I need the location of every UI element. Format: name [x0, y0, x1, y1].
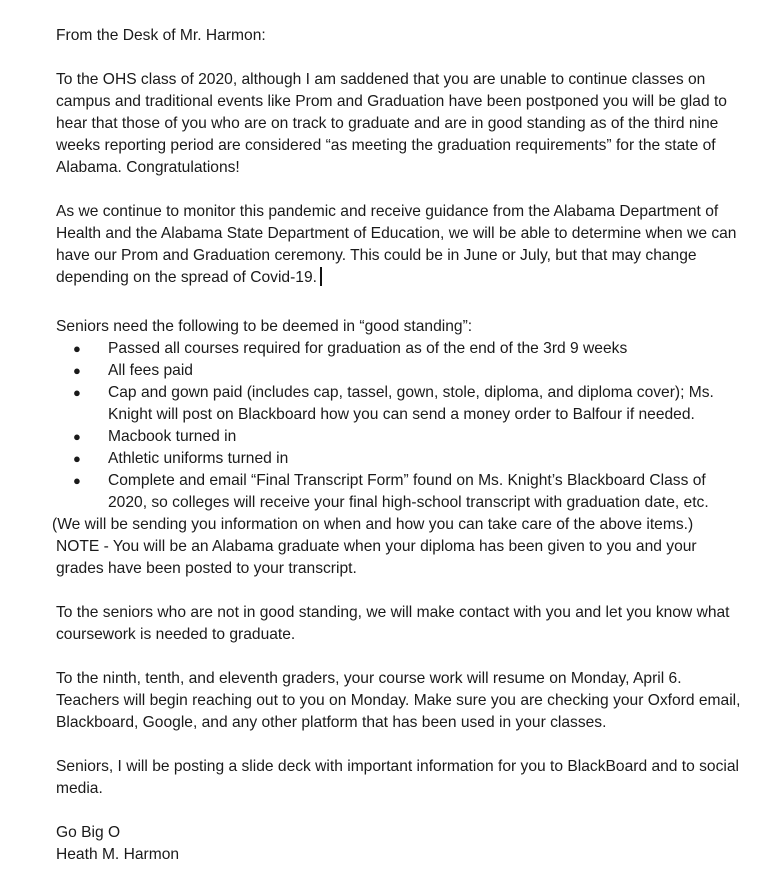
paragraph-prom-graduation-text: As we continue to monitor this pandemic and receive guidance from the Alabama Department of Health and the Alabama State Department of Education, we will be able to determine when we can have our Prom and Graduation ceremony. This could be in June or July, but that may change depending on the spread of Covid-19. — [56, 203, 737, 286]
list-item — [56, 470, 746, 514]
list-item-text: Complete and email “Final Transcript Form” found on Ms. Knight’s Blackboard Class of 2020, so colleges will receive your final high-school transcript with graduation date, etc. — [108, 472, 709, 511]
signature-block — [56, 822, 746, 866]
bullet-icon: ● — [73, 429, 81, 444]
paragraph-prom-graduation-ceremony — [56, 201, 746, 289]
list-item-text: Macbook turned in — [108, 428, 237, 445]
list-item — [56, 448, 746, 470]
paragraph-graduation-status: To the OHS class of 2020, although I am saddened that you are unable to continue classes on campus and traditional events like Prom and Graduation have been postponed you will be glad to hear that those of you who are on track to graduate and are in good standing as of the third nine weeks reporting period are considered “as meeting the graduation requirements” for the state of Alabama. Congratulations! — [56, 71, 727, 176]
paragraph-slide-deck: Seniors, I will be posting a slide deck with important information for you to BlackBoard and to social media. — [56, 758, 740, 797]
signature-name: Heath M. Harmon — [56, 846, 180, 863]
text-cursor — [320, 267, 322, 286]
bullet-icon: ● — [73, 473, 81, 488]
list-item — [56, 382, 746, 426]
letter-heading: From the Desk of Mr. Harmon: — [56, 27, 266, 44]
list-item-text: All fees paid — [108, 362, 193, 379]
list-item-text: Athletic uniforms turned in — [108, 450, 289, 467]
followup-note: (We will be sending you information on when and how you can take care of the above items.) — [52, 516, 694, 533]
list-item-text: Cap and gown paid (includes cap, tassel, gown, stole, diploma, and diploma cover); Ms. Knight will post on Blackboard how you can send a money order to Balfour if needed. — [108, 384, 714, 423]
requirements-intro: Seniors need the following to be deemed in “good standing”: — [56, 318, 473, 335]
bullet-icon: ● — [73, 341, 81, 356]
graduate-note: NOTE - You will be an Alabama graduate when your diploma has been given to you and your grades have been posted to your transcript. — [56, 538, 697, 577]
bullet-icon: ● — [73, 451, 81, 466]
paragraph-underclassmen: To the ninth, tenth, and eleventh graders, your course work will resume on Monday, April 6. Teachers will begin reaching out to you on Monday. Make sure you are checking your Oxford email, Blackboard, Google, and any other platform that has been used in your classes. — [56, 670, 741, 731]
closing-line: Go Big O — [56, 824, 121, 841]
bullet-icon: ● — [73, 385, 81, 400]
list-item — [56, 360, 746, 382]
requirements-list — [56, 338, 746, 514]
paragraph-not-good-standing: To the seniors who are not in good standing, we will make contact with you and let you know what coursework is needed to graduate. — [56, 604, 730, 643]
list-item-text: Passed all courses required for graduation as of the end of the 3rd 9 weeks — [108, 340, 628, 357]
letter-document — [52, 25, 746, 866]
list-item — [56, 426, 746, 448]
bullet-icon: ● — [73, 363, 81, 378]
list-item — [56, 338, 746, 360]
